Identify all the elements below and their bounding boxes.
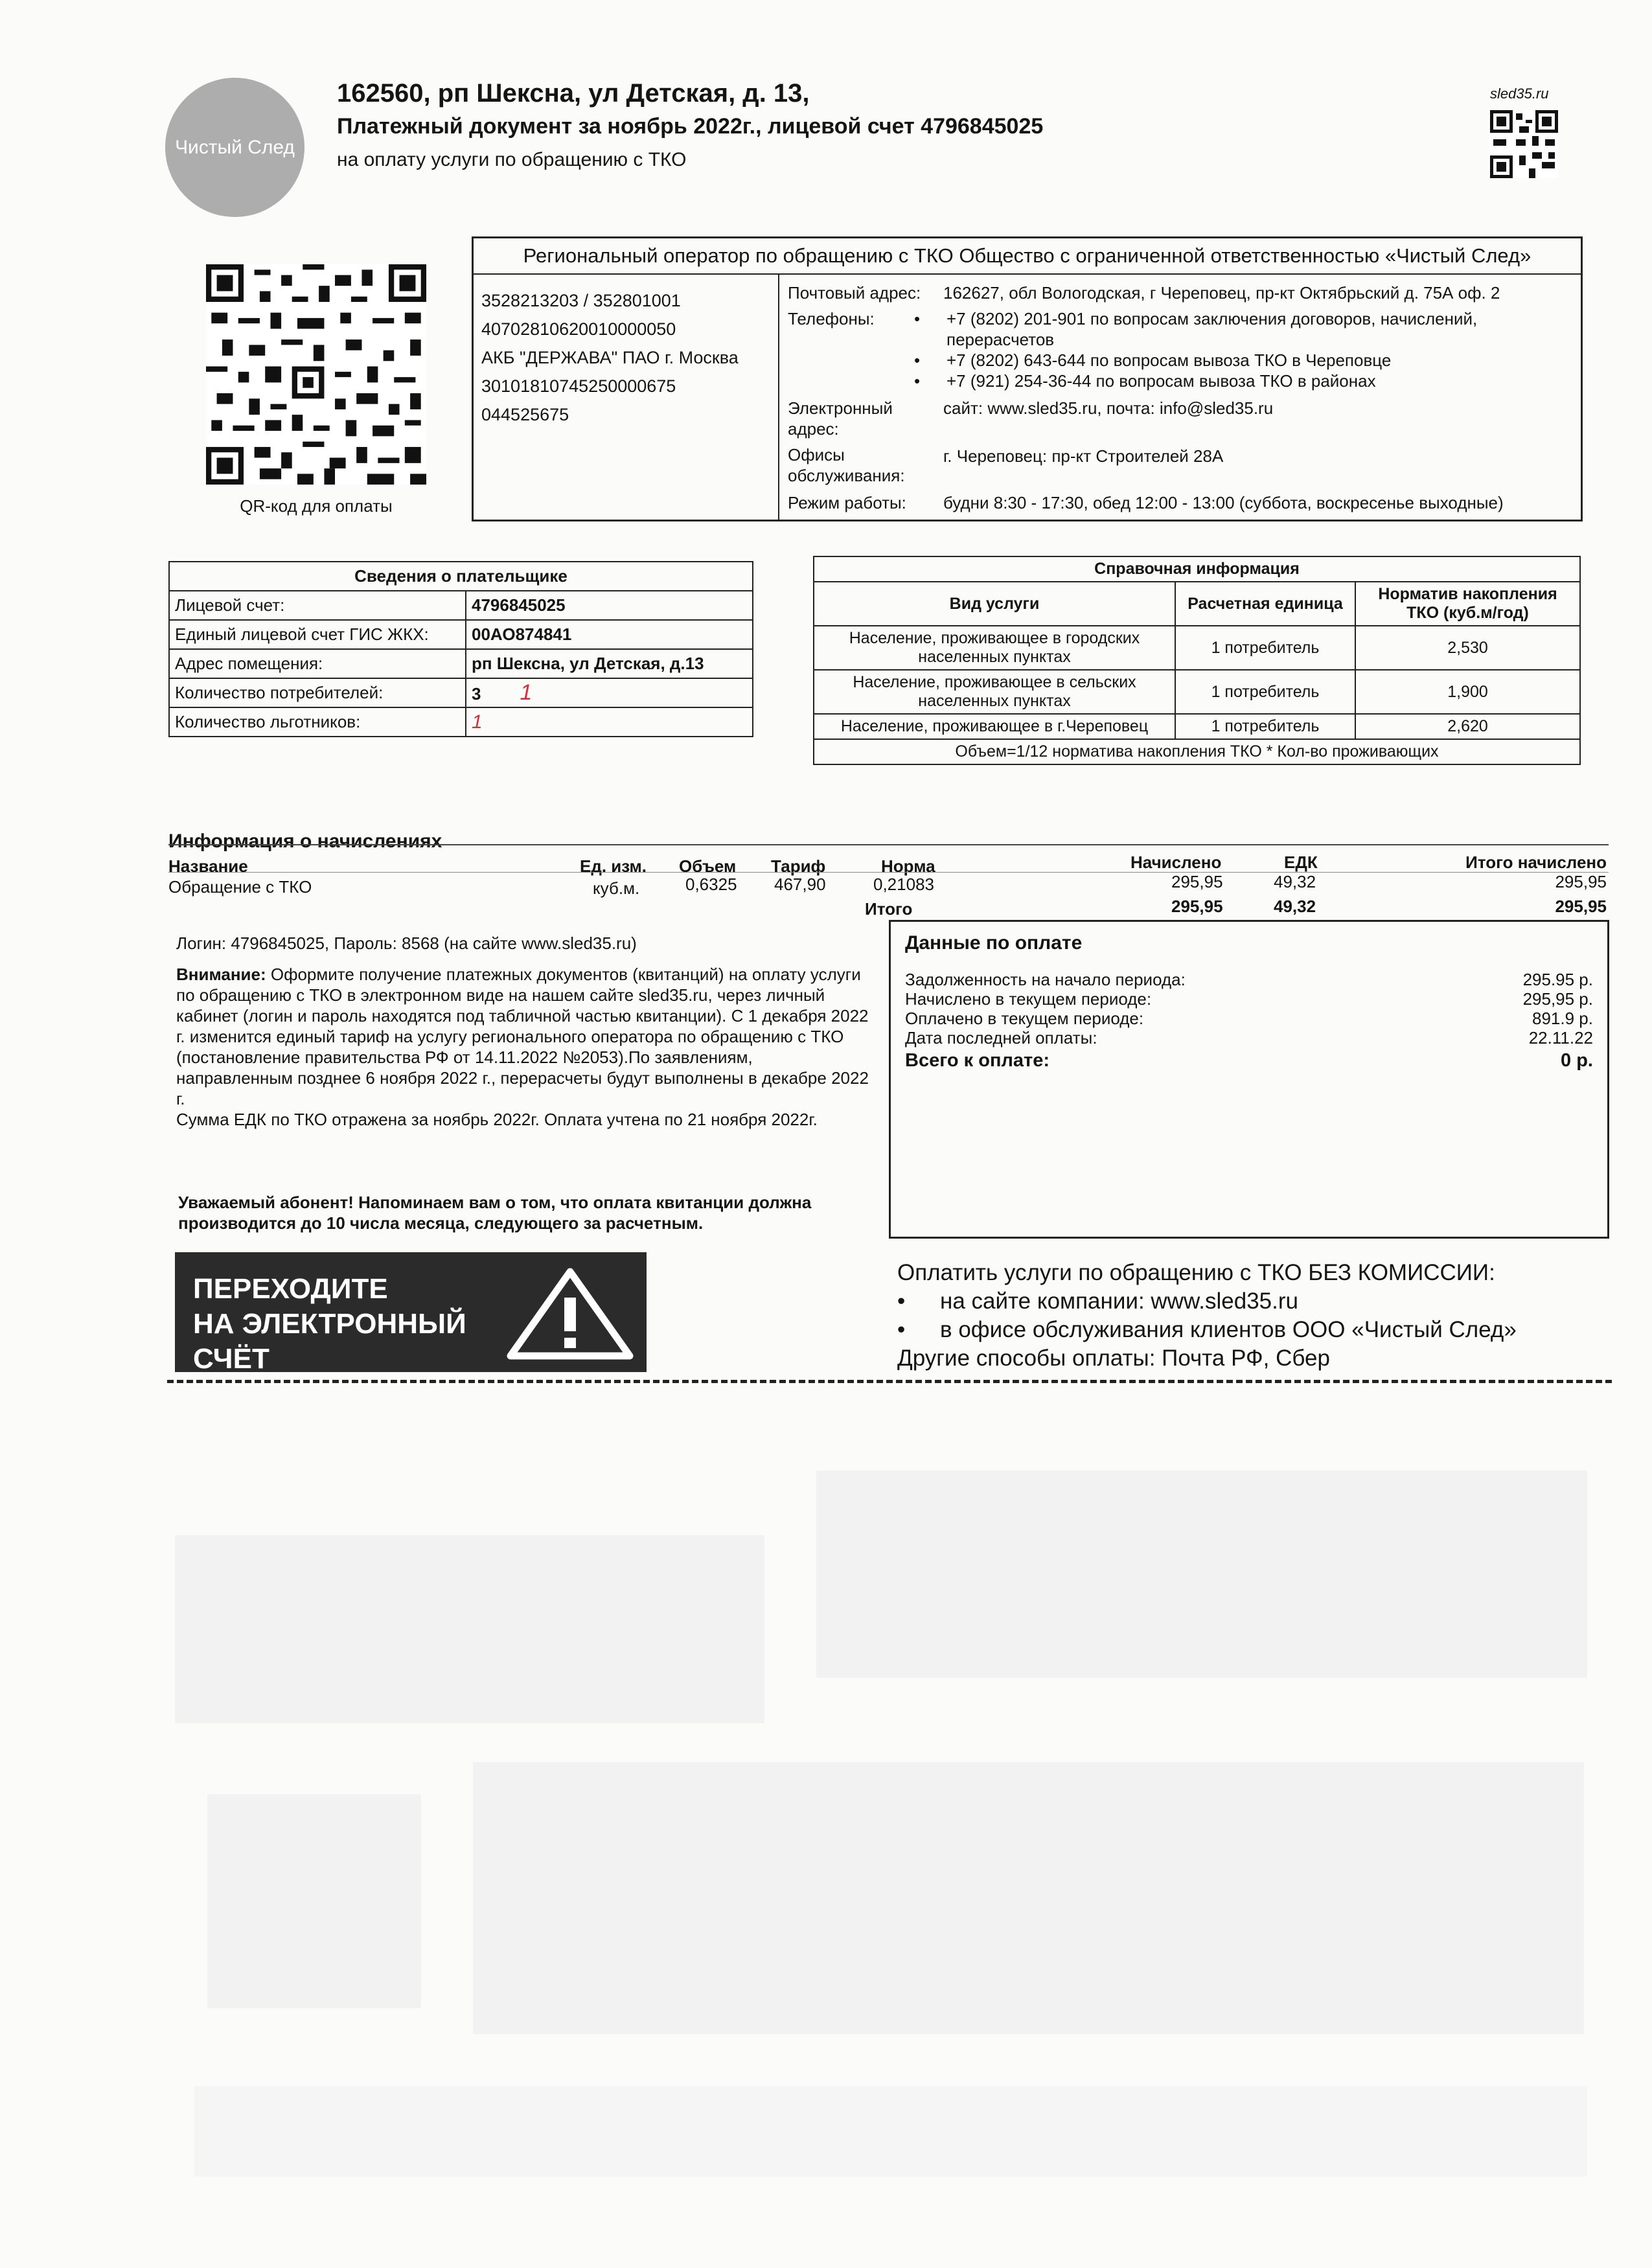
header-address: 162560, рп Шексна, ул Детская, д. 13,	[337, 79, 810, 108]
payment-reminder: Уважаемый абонент! Напоминаем вам о том, что оплата квитанции должна производится до 10 числа месяца, следующего за расчетным.	[178, 1193, 812, 1233]
payment-value: 295,95 р.	[1522, 989, 1593, 1009]
email-value: сайт: www.sled35.ru, почта: info@sled35.ru	[943, 398, 1274, 418]
table-row	[169, 591, 753, 620]
payer-value: 3 1	[466, 678, 753, 707]
no-commission-list	[897, 1287, 1517, 1344]
bleed-through-shape	[207, 1794, 421, 2008]
charges-cell: 0,21083	[873, 875, 934, 894]
payment-title: Данные по оплате	[905, 932, 1083, 954]
table-row	[814, 670, 1580, 714]
email-label: Электронный адрес:	[788, 398, 893, 439]
payer-value: 00АО874841	[466, 620, 753, 649]
charges-header: Название	[168, 856, 248, 876]
table-row	[169, 707, 753, 737]
ref-cell: 2,530	[1355, 626, 1580, 670]
payment-label: Начислено в текущем периоде:	[905, 989, 1152, 1009]
charges-header: Итого начислено	[1465, 853, 1607, 872]
ref-header: Расчетная единица	[1175, 582, 1355, 626]
ref-header: Вид услуги	[814, 582, 1175, 626]
ref-cell: Население, проживающее в г.Череповец	[814, 714, 1175, 739]
e-bill-banner	[175, 1252, 647, 1375]
table-row	[814, 626, 1580, 670]
charges-cell: 295,95	[1555, 872, 1607, 891]
charges-header: Тариф	[771, 856, 826, 876]
charges-title: Информация о начислениях	[168, 830, 442, 852]
logo-text: Чистый След	[175, 136, 295, 158]
phones-label: Телефоны:	[788, 309, 875, 328]
charges-rule	[168, 844, 1609, 845]
ref-cell: 1 потребитель	[1175, 626, 1355, 670]
table-row	[169, 649, 753, 678]
handwritten-mark: 1	[520, 680, 533, 705]
document-purpose: на оплату услуги по обращению с ТКО	[337, 149, 687, 170]
payment-data-box	[889, 920, 1609, 1239]
charges-cell: 295,95	[1171, 872, 1223, 891]
payment-value: 891.9 р.	[1532, 1009, 1593, 1028]
charges-header: Объем	[679, 856, 737, 876]
company-logo	[165, 78, 304, 217]
charges-cell: куб.м.	[593, 878, 640, 898]
charges-total: 295,95	[1555, 897, 1607, 916]
payment-qr-icon	[206, 264, 426, 485]
attention-text	[176, 964, 869, 1109]
charges-total: 49,32	[1274, 897, 1316, 916]
payer-label: Единый лицевой счет ГИС ЖКХ:	[169, 620, 466, 649]
ref-cell: 1,900	[1355, 670, 1580, 714]
no-commission-title: Оплатить услуги по обращению с ТКО БЕЗ КОМИССИИ:	[897, 1260, 1495, 1285]
offices-value: г. Череповец: пр-кт Строителей 28А	[943, 446, 1224, 466]
reference-title: Справочная информация	[814, 556, 1580, 582]
phones-list	[946, 308, 1578, 391]
bleed-through-shape	[175, 1535, 764, 1723]
ref-cell: Население, проживающее в городских населенных пунктах	[814, 626, 1175, 670]
payer-label: Количество льготников:	[169, 707, 466, 737]
operator-divider	[778, 273, 779, 520]
bank-line: 30101810745250000675	[481, 376, 676, 396]
bank-line: 40702810620010000050	[481, 319, 676, 339]
charges-header: Начислено	[1130, 853, 1222, 872]
no-commission-block	[897, 1259, 1517, 1373]
ref-cell: 2,620	[1355, 714, 1580, 739]
bank-line: 044525675	[481, 405, 569, 424]
bleed-through-shape	[194, 2086, 1587, 2177]
login-text: Логин: 4796845025, Пароль: 8568 (на сайте www.sled35.ru)	[176, 934, 637, 953]
charges-cell: 49,32	[1274, 872, 1316, 891]
bank-line: АКБ "ДЕРЖАВА" ПАО г. Москва	[481, 348, 739, 367]
charges-cell: Обращение с ТКО	[168, 877, 312, 897]
payment-value: 22.11.22	[1528, 1028, 1593, 1048]
payer-value	[466, 707, 753, 737]
charges-cell: 0,6325	[685, 875, 737, 894]
hours-value: будни 8:30 - 17:30, обед 12:00 - 13:00 (суббота, воскресенье выходные)	[943, 493, 1504, 512]
site-qr-icon	[1490, 110, 1558, 178]
edk-text: Сумма ЕДК по ТКО отражена за ноябрь 2022г. Оплата учтена по 21 ноября 2022г.	[176, 1110, 818, 1129]
ref-cell: Население, проживающее в сельских населенных пунктах	[814, 670, 1175, 714]
charges-total-label: Итого	[865, 899, 913, 919]
reference-table	[813, 556, 1581, 765]
attention-label: Внимание:	[176, 965, 266, 984]
charges-total: 295,95	[1171, 897, 1223, 916]
payment-label: Дата последней оплаты:	[905, 1028, 1097, 1048]
document-title: Платежный документ за ноябрь 2022г., лицевой счет 4796845025	[337, 114, 1044, 139]
warning-triangle-icon	[505, 1266, 635, 1360]
postal-label: Почтовый адрес:	[788, 283, 921, 303]
postal-value: 162627, обл Вологодская, г Череповец, пр-кт Октябрьский д. 75А оф. 2	[943, 283, 1500, 303]
banner-line: СЧЁТ	[193, 1343, 270, 1375]
attention-body: Оформите получение платежных документов (квитанций) на оплату услуги по обращению с ТКО в электронном виде на нашем сайте sled35.ru, через личный кабинет (логин и пароль находятся под табличной частью квитанции). С 1 декабря 2022 г. изменится единый тариф на услугу регионального оператора по обращению с ТКО (постановление правительства РФ от 14.11.2022 №2053).По заявлениям, направленным позднее 6 ноября 2022 г., перерасчеты будут выполнены в декабре 2022 г.	[176, 965, 869, 1108]
hours-label: Режим работы:	[788, 493, 906, 512]
phone-item: • +7 (8202) 643-644 по вопросам вывоза ТКО в Череповце	[946, 350, 1578, 371]
payment-value: 295.95 р.	[1522, 970, 1593, 989]
payment-total-value: 0 р.	[1561, 1050, 1593, 1071]
list-item: • на сайте компании: www.sled35.ru	[940, 1287, 1517, 1316]
banner-line: ПЕРЕХОДИТЕ	[193, 1273, 388, 1305]
notes-block	[176, 933, 869, 1130]
operator-title: Региональный оператор по обращению с ТКО Общество с ограниченной ответственностью «Чистый След»	[474, 238, 1581, 275]
phone-item: • +7 (921) 254-36-44 по вопросам вывоза ТКО в районах	[946, 371, 1578, 391]
charges-cell: 467,90	[774, 875, 826, 894]
payment-total-label: Всего к оплате:	[905, 1050, 1050, 1071]
banner-text	[193, 1272, 466, 1377]
charges-header: Норма	[881, 856, 935, 876]
cut-line	[167, 1380, 1612, 1383]
banner-line: НА ЭЛЕКТРОННЫЙ	[193, 1308, 466, 1340]
payer-value: рп Шексна, ул Детская, д.13	[466, 649, 753, 678]
bleed-through-shape	[816, 1471, 1587, 1678]
list-item: • в офисе обслуживания клиентов ООО «Чистый След»	[940, 1316, 1517, 1344]
payer-label: Адрес помещения:	[169, 649, 466, 678]
table-row	[169, 620, 753, 649]
table-row	[814, 714, 1580, 739]
payer-table	[168, 561, 753, 737]
offices-label: Офисы обслуживания:	[788, 445, 905, 485]
ref-cell: 1 потребитель	[1175, 670, 1355, 714]
ref-cell: 1 потребитель	[1175, 714, 1355, 739]
phone-item: • +7 (8202) 201-901 по вопросам заключения договоров, начислений, перерасчетов	[946, 308, 1578, 350]
bank-line: 3528213203 / 352801001	[481, 291, 681, 310]
reference-footer: Объем=1/12 норматива накопления ТКО * Кол-во проживающих	[814, 739, 1580, 764]
handwritten-mark: 1	[472, 711, 483, 733]
charges-header-rule	[168, 872, 1609, 873]
site-label: sled35.ru	[1490, 86, 1549, 102]
bank-details	[481, 286, 739, 429]
table-row	[169, 678, 753, 707]
payment-label: Оплачено в текущем периоде:	[905, 1009, 1144, 1028]
payment-label: Задолженность на начало периода:	[905, 970, 1186, 989]
other-payment-methods: Другие способы оплаты: Почта РФ, Сбер	[897, 1346, 1330, 1371]
payer-title: Сведения о плательщике	[169, 562, 753, 591]
payer-value: 4796845025	[466, 591, 753, 620]
charges-header: ЕДК	[1284, 853, 1318, 872]
bleed-through-shape	[473, 1762, 1584, 2034]
operator-block	[472, 236, 1583, 521]
qr-caption: QR-код для оплаты	[240, 496, 393, 516]
payer-label: Лицевой счет:	[169, 591, 466, 620]
ref-header: Норматив накопления ТКО (куб.м/год)	[1355, 582, 1580, 626]
payer-label: Количество потребителей:	[169, 678, 466, 707]
charges-header: Ед. изм.	[580, 856, 647, 876]
